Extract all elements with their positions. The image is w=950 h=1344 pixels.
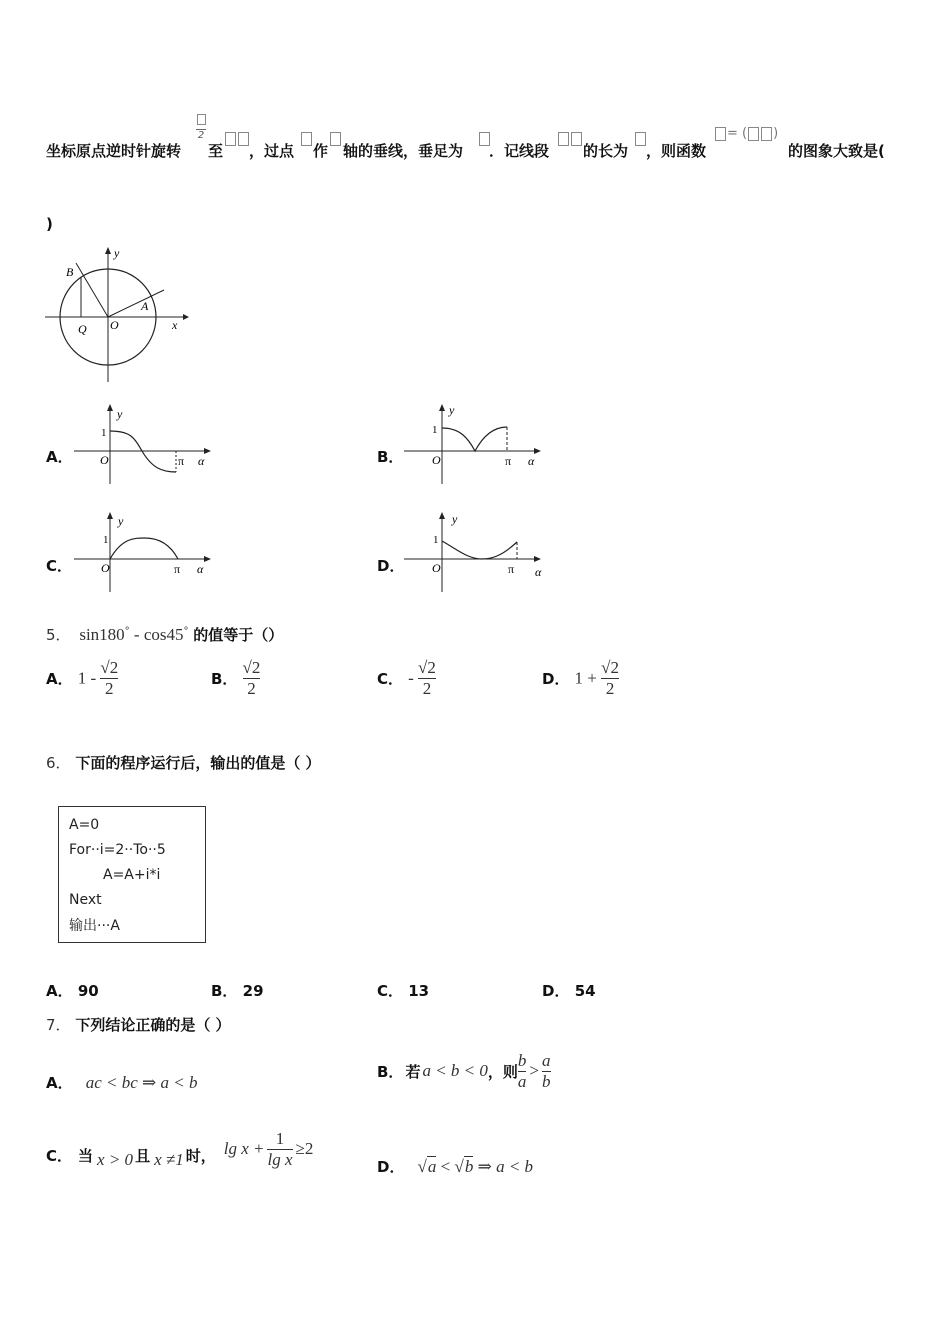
fraction-b-over-a [518,1051,527,1092]
q4-text-5: 轴的垂线，垂足为 [343,142,464,160]
y-axis-arrow-icon [105,247,111,254]
q4-placeholder-B [300,128,313,147]
label-O: O [100,453,109,467]
axis-arrow-icon [534,556,541,562]
unit-circle-figure [40,240,190,385]
fraction-denominator: lg x [267,1149,293,1169]
option-label: A． [46,1074,73,1092]
sqrt-a: a [427,1157,437,1176]
geq-term: ≥2 [295,1139,314,1158]
label-alpha: α [197,562,204,576]
lg-inequality [224,1129,314,1170]
option-math: x ≠1 [154,1150,184,1169]
option-label: D． [542,670,570,688]
question-number: 5． [46,626,71,644]
q4-option-C-label[interactable]: C． [46,557,73,575]
sqrt2-over-2-fraction [243,658,261,699]
label-O: O [101,561,110,575]
option-label: B． [377,1062,404,1081]
option-math: a < b < 0 [422,1061,488,1080]
label-alpha: α [535,565,542,579]
option-prefix: 1 - [77,668,101,688]
q4-text-1: 坐标原点逆时针旋转 [46,142,182,160]
q4-line-2: ) [46,215,53,233]
code-line: A=0 [69,817,100,833]
label-pi: π [508,562,515,576]
option-prefix: - [408,668,419,688]
graph-option-B [400,402,550,487]
code-line: 输出···A [69,918,120,934]
q6-text: 下面的程序运行后，输出的值是（ ） [75,754,321,772]
label-y: y [449,403,455,417]
label-alpha: α [528,454,535,468]
degree-sign: ° [124,626,130,637]
q5-suffix: 的值等于（） [193,626,284,644]
axis-arrow-icon [439,512,445,519]
expr-sin: sin180 [79,625,125,644]
q4-text-3: ，过点 [249,142,295,160]
q7-stem [46,1014,231,1035]
option-math: x > 0 [97,1150,134,1169]
q4-placeholder-x [329,128,342,147]
minus-sign: - [129,625,144,644]
option-text: 时， [185,1146,216,1165]
graph-option-C [70,510,220,595]
curve-D [442,541,517,559]
option-label: B． [211,670,238,688]
x-axis-arrow-icon [183,314,189,320]
label-y: y [117,407,123,421]
option-text: ，则 [487,1062,518,1081]
q4-option-D-label[interactable]: D． [377,557,405,575]
axis-arrow-icon [439,404,445,411]
q4-placeholder-OB [224,128,250,147]
option-value: 29 [242,982,264,1000]
function-equals: = ( [727,126,748,141]
q5-option-D[interactable] [542,658,619,699]
label-one: 1 [103,534,109,546]
q4-option-B-label[interactable]: B． [377,448,404,466]
option-prefix: 1 + [574,668,602,688]
fraction-numerator: √2 [601,658,619,677]
label-y: y [114,246,120,260]
option-text: 当 [78,1146,94,1165]
sqrt2-over-2-fraction [418,658,436,699]
q4-angle-fraction [196,110,206,141]
fraction-denominator: 2 [605,679,615,698]
graph-option-D [400,510,550,595]
placeholder-glyph [197,114,206,125]
q4-text-2: 至 [208,142,224,160]
label-pi: π [505,454,512,468]
label-O: O [110,318,119,332]
label-B: B [66,265,74,279]
option-text: 且 [135,1146,151,1165]
q4-function-expression: = ( ) [714,126,778,141]
axis-arrow-icon [107,512,113,519]
label-A: A [141,299,149,313]
option-label: D． [542,982,570,1000]
q5-stem [46,624,283,645]
label-y: y [118,514,124,528]
fraction-numerator: √2 [242,658,261,677]
label-pi: π [174,562,181,576]
option-label: C． [377,982,404,1000]
curve-abs-cos [442,427,507,451]
program-code-box [58,806,206,943]
fraction-denominator: a [517,1071,527,1091]
fraction-a-over-b [542,1051,551,1092]
option-math: ac < bc ⇒ a < b [85,1073,198,1092]
label-O: O [432,561,441,575]
code-line: For··i=2··To··5 [69,842,166,858]
q4-text-6: ．记线段 [489,142,550,160]
option-label: B． [211,982,238,1000]
option-value: 90 [77,982,99,1000]
q6-stem [46,752,321,773]
label-x: x [172,318,178,332]
fraction-denominator: b [542,1071,551,1091]
label-pi: π [178,454,185,468]
fraction-denominator: 2 [105,679,114,698]
option-label: C． [377,670,404,688]
sqrt2-over-2-fraction [601,658,619,699]
label-one: 1 [433,534,439,546]
lg-term: lg x + [223,1139,265,1158]
q4-text-4: 作 [313,142,329,160]
q4-placeholder-OQ [557,128,583,147]
q7-option-B[interactable] [377,1046,551,1096]
less-than-sign: < [436,1157,455,1176]
q4-text-7: 的长为 [583,142,629,160]
q4-text-8: ，则函数 [646,142,707,160]
fraction-numerator: 1 [275,1128,285,1148]
curve-sin [110,538,178,559]
axis-arrow-icon [534,448,541,454]
q6-option-C[interactable] [377,980,429,1001]
option-label: A． [46,982,73,1000]
q4-option-A-label[interactable]: A． [46,448,73,466]
sqrt2-over-2-fraction [100,658,118,699]
option-math: ⇒ a < b [473,1157,534,1176]
fraction-denominator: 2 [197,130,205,141]
q7-text: 下列结论正确的是（ ） [75,1016,231,1034]
code-line: A=A+i*i [103,867,161,883]
option-value: 54 [574,982,596,1000]
q4-text-9: 的图象大致是( [788,142,885,160]
graph-option-A [70,402,220,487]
q6-option-A[interactable] [46,980,99,1001]
q7-option-D[interactable]: D． √a < √b ⇒ a < b [377,1157,534,1176]
label-alpha: α [198,454,205,468]
sqrt-b: b [464,1157,474,1176]
q7-option-A[interactable] [46,1072,197,1093]
option-label: A． [46,670,73,688]
fraction-numerator: √2 [418,658,436,677]
greater-than-sign: > [529,1061,540,1080]
fraction-one-over-lgx [267,1129,292,1170]
axis-arrow-icon [107,404,113,411]
fraction-numerator: √2 [100,658,119,677]
label-one: 1 [101,427,107,439]
question-number: 7． [46,1016,71,1034]
axis-arrow-icon [204,448,211,454]
expr-cos: cos45 [143,625,184,644]
q5-option-C[interactable] [377,658,436,699]
fraction-denominator: 2 [247,679,256,698]
option-label: D． [377,1158,405,1176]
q5-option-A[interactable] [46,658,118,699]
q6-option-B[interactable] [211,980,264,1001]
q5-option-B[interactable] [211,658,260,699]
fraction-numerator: b [517,1050,527,1070]
axis-arrow-icon [204,556,211,562]
degree-sign: ° [183,626,189,637]
label-Q: Q [78,322,87,336]
q6-option-D[interactable] [542,980,596,1001]
label-one: 1 [432,424,438,436]
option-text: 若 [405,1062,421,1081]
code-line: Next [69,892,102,908]
label-O: O [432,453,441,467]
q7-option-C[interactable] [46,1130,313,1180]
fraction-numerator: a [542,1050,551,1070]
fraction-denominator: 2 [422,679,432,698]
option-label: C． [46,1146,73,1165]
option-value: 13 [408,982,430,1000]
question-number: 6． [46,754,71,772]
label-y: y [452,512,458,526]
